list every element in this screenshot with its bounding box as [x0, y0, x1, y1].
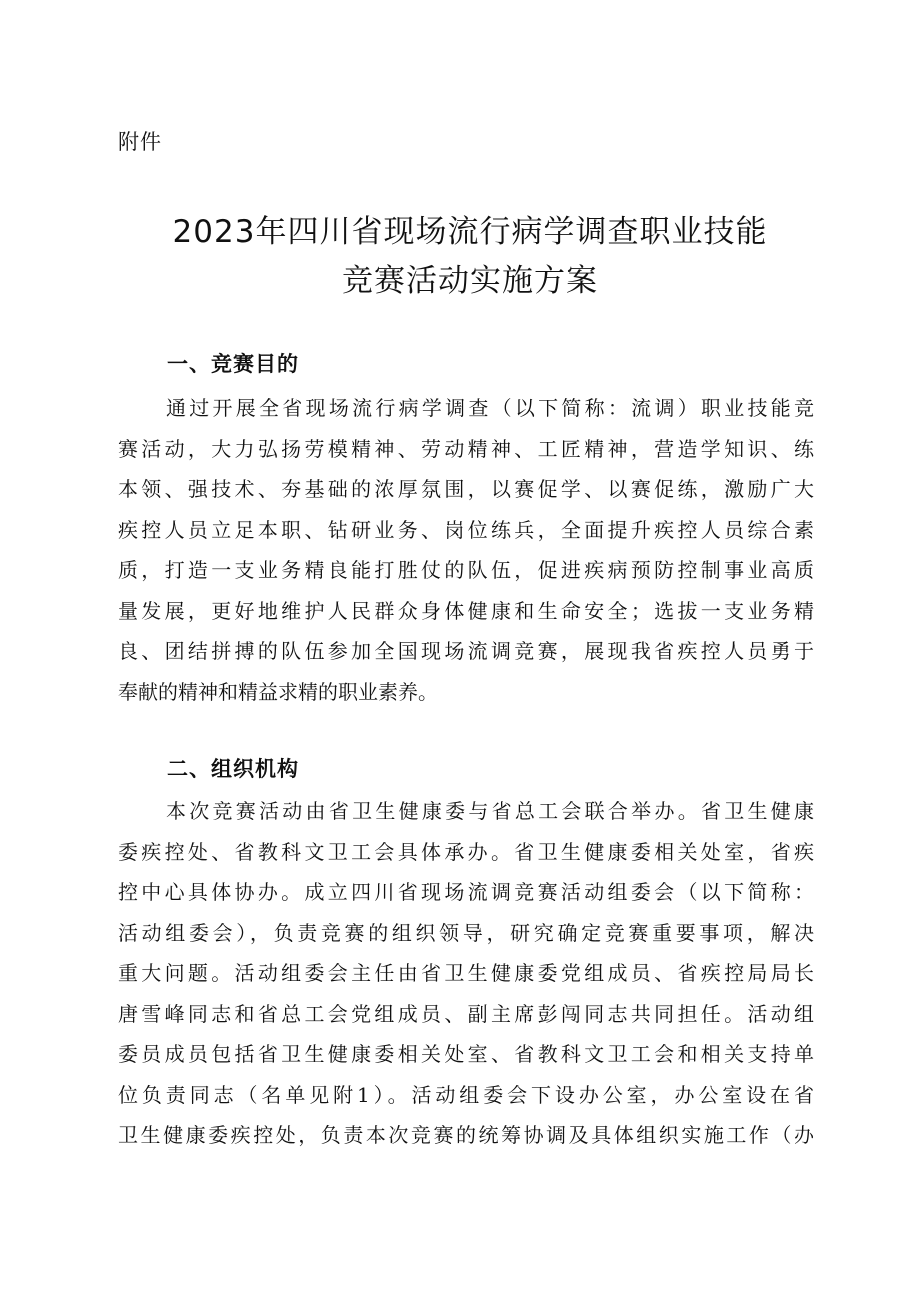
- attachment-label: 附件: [118, 130, 162, 154]
- paragraph-line: 本领、强技术、夯基础的浓厚氛围，以赛促学、以赛促练，激励广大: [118, 477, 814, 501]
- paragraph-line: 通过开展全省现场流行病学调查（以下简称：流调）职业技能竞: [166, 396, 814, 420]
- section-body-organization: [118, 791, 814, 1156]
- paragraph-line: 量发展，更好地维护人民群众身体健康和生命安全；选拔一支业务精: [118, 598, 814, 623]
- document-title-line-2: 竞赛活动实施方案: [342, 263, 598, 299]
- section-heading-organization: 二、组织机构: [167, 757, 299, 781]
- paragraph-line: 重大问题。活动组委会主任由省卫生健康委党组成员、省疾控局局长: [118, 961, 814, 985]
- paragraph-line: 赛活动，大力弘扬劳模精神、劳动精神、工匠精神，营造学知识、练: [118, 436, 814, 461]
- paragraph-line: 疾控人员立足本职、钻研业务、岗位练兵，全面提升疾控人员综合素: [118, 517, 814, 542]
- paragraph-line: 卫生健康委疾控处，负责本次竞赛的统筹协调及具体组织实施工作（办: [118, 1123, 814, 1147]
- paragraph-line: 委疾控处、省教科文卫工会具体承办。省卫生健康委相关处室，省疾: [118, 839, 814, 864]
- paragraph-line: 奉献的精神和精益求精的职业素养。: [118, 679, 438, 704]
- paragraph-line: 委员成员包括省卫生健康委相关处室、省教科文卫工会和相关支持单: [118, 1042, 814, 1066]
- paragraph-line: 位负责同志（名单见附1）。活动组委会下设办公室，办公室设在省: [118, 1082, 814, 1107]
- document-title-line-1: 2023年四川省现场流行病学调查职业技能: [172, 214, 768, 250]
- paragraph-line: 控中心具体协办。成立四川省现场流调竞赛活动组委会（以下简称：: [118, 880, 814, 904]
- paragraph-line: 质，打造一支业务精良能打胜仗的队伍，促进疾病预防控制事业高质: [118, 558, 814, 582]
- section-body-purpose: [118, 388, 814, 712]
- paragraph-line: 本次竞赛活动由省卫生健康委与省总工会联合举办。省卫生健康: [166, 799, 814, 823]
- paragraph-line: 良、团结拼搏的队伍参加全国现场流调竞赛，展现我省疾控人员勇于: [118, 639, 814, 663]
- paragraph-line: 唐雪峰同志和省总工会党组成员、副主席彭闯同志共同担任。活动组: [118, 1001, 814, 1026]
- section-heading-purpose: 一、竞赛目的: [167, 352, 299, 376]
- paragraph-line: 活动组委会），负责竞赛的组织领导，研究确定竞赛重要事项，解决: [118, 920, 814, 945]
